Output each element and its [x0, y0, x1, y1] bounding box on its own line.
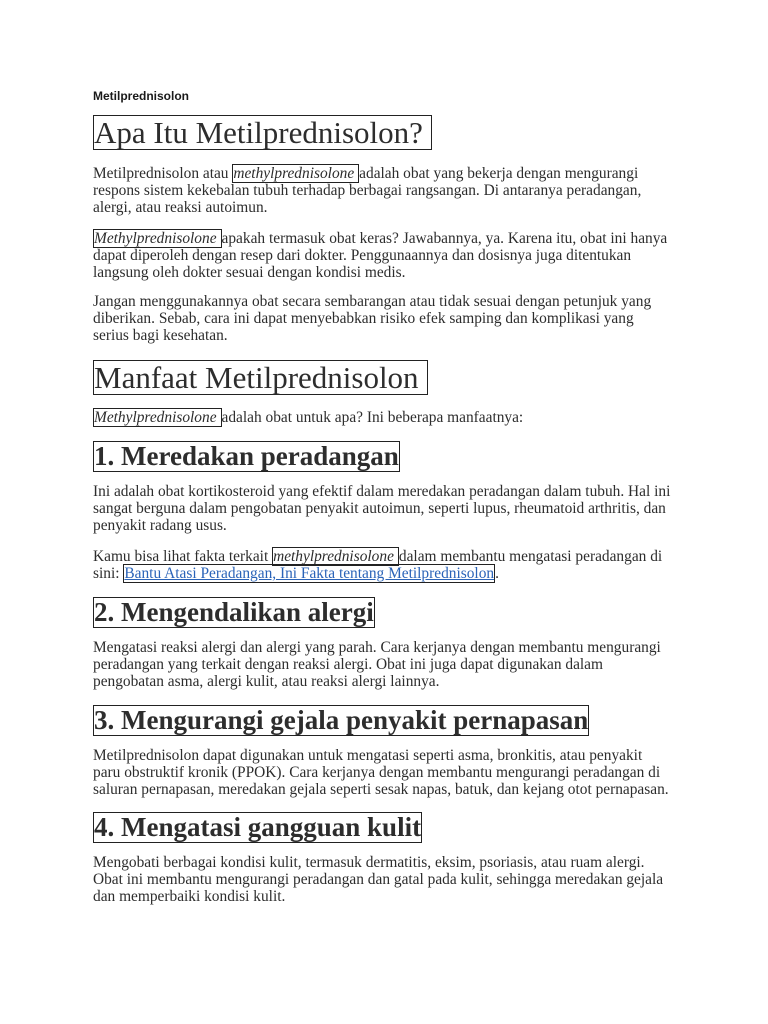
heading-gejala-pernapasan: 3. Mengurangi gejala penyakit pernapasan	[94, 705, 589, 735]
line-text: .	[495, 565, 499, 582]
heading-manfaat-metilprednisolon: Manfaat Metilprednisolon	[93, 360, 428, 395]
paragraph-line: saluran pernapasan, meredakan gejala seperti sesak napas, batuk, dan kejang otot pernapasan.	[93, 781, 669, 798]
article-link[interactable]: Bantu Atasi Peradangan, Ini Fakta tentang Metilprednisolon	[124, 565, 495, 582]
paragraph-line: alergi, atau reaksi autoimun.	[93, 199, 268, 216]
boxed-term: Methylprednisolone	[93, 408, 222, 427]
paragraph-line: Ini adalah obat kortikosteroid yang efektif dalam meredakan peradangan dalam tubuh. Hal ini	[93, 483, 671, 500]
line-text: adalah obat untuk apa? Ini beberapa manfaatnya:	[221, 409, 524, 426]
paragraph-line: Obat ini membantu mengurangi peradangan dan gatal pada kulit, sehingga meredakan gejala	[93, 871, 664, 888]
line-text: Metilprednisolon atau	[93, 165, 233, 182]
boxed-term: Methylprednisolone	[93, 229, 222, 248]
paragraph-line: paru obstruktif kronik (PPOK). Cara kerjanya dengan membantu mengurangi peradangan di	[93, 764, 661, 781]
paragraph-line	[93, 409, 523, 426]
boxed-term: methylprednisolone	[232, 164, 359, 183]
paragraph-manfaat-intro	[93, 409, 523, 426]
paragraph-warning	[93, 293, 651, 344]
paragraph-line: Metilprednisolon dapat digunakan untuk mengatasi seperti asma, bronkitis, atau penyakit	[93, 747, 643, 764]
paragraph-line: sangat berguna dalam pengobatan penyakit autoimun, seperti lupus, rheumatoid arthritis, dan	[93, 500, 666, 517]
line-text: Kamu bisa lihat fakta terkait	[93, 548, 273, 565]
heading-gangguan-kulit: 4. Mengatasi gangguan kulit	[94, 812, 422, 842]
paragraph-line	[93, 230, 667, 247]
paragraph-peradangan	[93, 483, 670, 534]
heading-apa-itu-metilprednisolon: Apa Itu Metilprednisolon?	[93, 115, 432, 150]
paragraph-line: diberikan. Sebab, cara ini dapat menyebabkan risiko efek samping dan komplikasi yang	[93, 310, 634, 327]
paragraph-pernapasan	[93, 747, 669, 798]
paragraph-alergi	[93, 639, 661, 690]
paragraph-obat-keras	[93, 230, 667, 281]
heading-meredakan-peradangan: 1. Meredakan peradangan	[94, 441, 399, 471]
heading-mengendalikan-alergi: 2. Mengendalikan alergi	[94, 597, 374, 627]
paragraph-line: dan memperbaiki kondisi kulit.	[93, 888, 286, 905]
paragraph-line	[93, 548, 662, 565]
paragraph-line: pengobatan asma, alergi kulit, atau reaksi alergi lainnya.	[93, 673, 440, 690]
line-text: adalah obat yang bekerja dengan mengurangi	[359, 165, 639, 182]
paragraph-line: respons sistem kekebalan tubuh terhadap berbagai rangsangan. Di antaranya peradangan,	[93, 182, 642, 199]
document-title-label: Metilprednisolon	[93, 89, 189, 103]
paragraph-line: Mengatasi reaksi alergi dan alergi yang parah. Cara kerjanya dengan membantu mengurangi	[93, 639, 661, 656]
paragraph-line: Mengobati berbagai kondisi kulit, termasuk dermatitis, eksim, psoriasis, atau ruam alergi.	[93, 854, 645, 871]
paragraph-kulit	[93, 854, 663, 905]
paragraph-line: peradangan yang terkait dengan reaksi alergi. Obat ini juga dapat digunakan dalam	[93, 656, 603, 673]
paragraph-definition	[93, 165, 641, 216]
paragraph-line: penyakit radang usus.	[93, 517, 227, 534]
paragraph-line: langsung oleh dokter sesuai dengan kondisi medis.	[93, 264, 406, 281]
line-text: dalam membantu mengatasi peradangan di	[398, 548, 663, 565]
paragraph-line	[93, 565, 662, 582]
paragraph-line: dapat diperoleh dengan resep dari dokter. Penggunaannya dan dosisnya juga ditentukan	[93, 247, 632, 264]
paragraph-line: serius bagi kesehatan.	[93, 327, 228, 344]
paragraph-line	[93, 165, 641, 182]
boxed-term: methylprednisolone	[272, 547, 399, 566]
line-text: apakah termasuk obat keras? Jawabannya, ya. Karena itu, obat ini hanya	[221, 230, 668, 247]
paragraph-fakta-link	[93, 548, 662, 582]
line-text: sini:	[93, 565, 124, 582]
paragraph-line: Jangan menggunakannya obat secara sembarangan atau tidak sesuai dengan petunjuk yang	[93, 293, 652, 310]
